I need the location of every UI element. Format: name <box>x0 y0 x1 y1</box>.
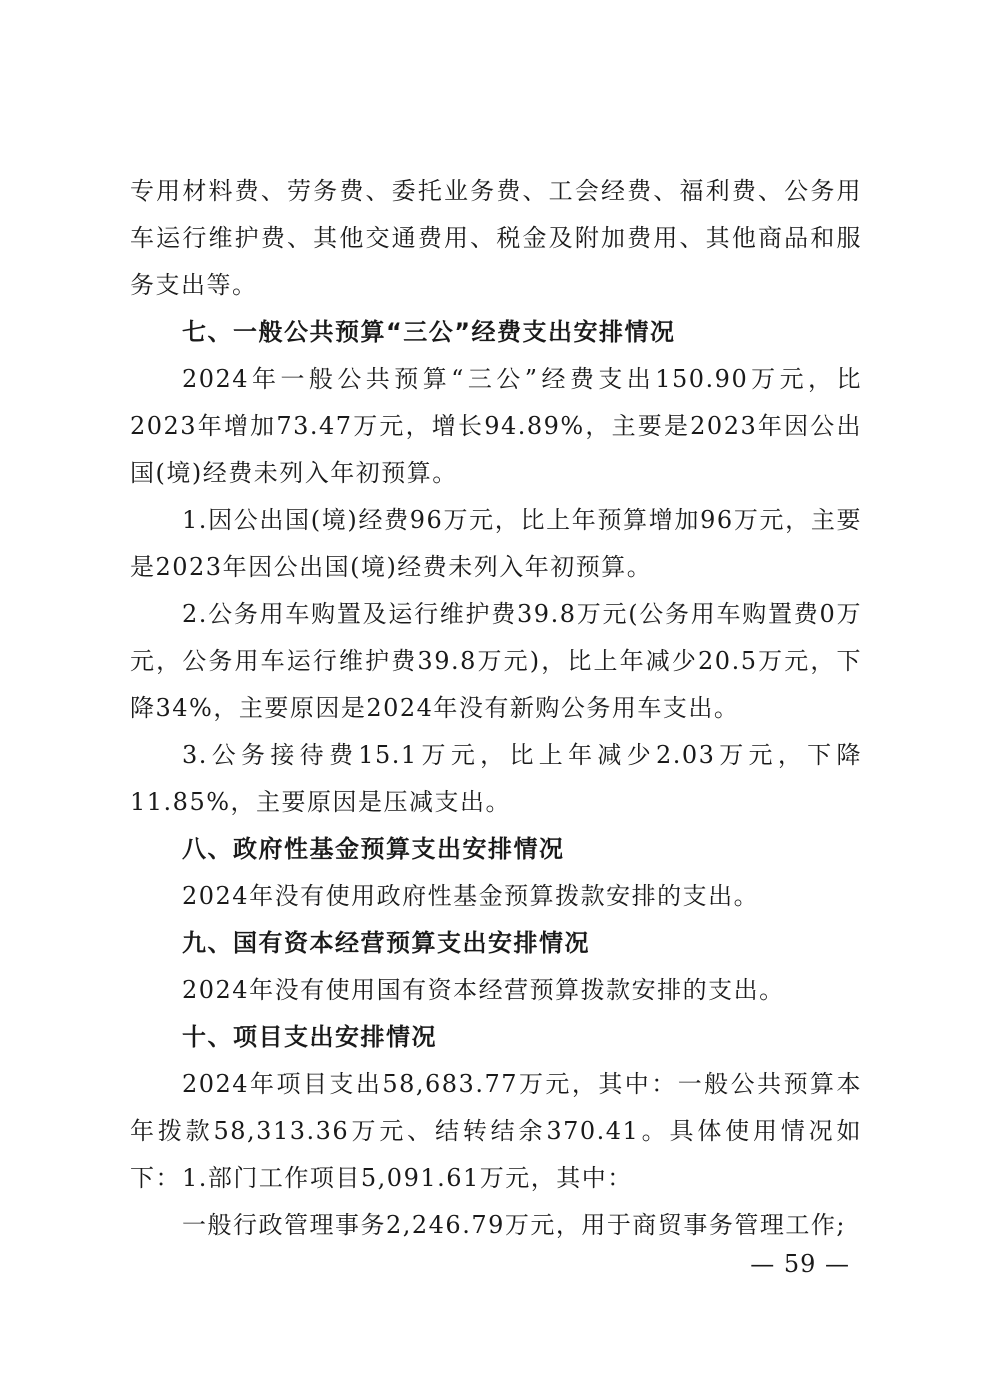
section-heading-nine: 九、国有资本经营预算支出安排情况 <box>182 929 590 957</box>
paragraph-official-vehicles: 2.公务用车购置及运行维护费39.8万元(公务用车购置费0万元，公务用车运行维护费39.8万元)，比上年减少20.5万元，下降34%，主要原因是2024年没有新购公务用车支出。 <box>130 600 862 722</box>
paragraph-project-spending: 2024年项目支出58,683.77万元，其中：一般公共预算本年拨款58,313.36万元、结转结余370.41。具体使用情况如下： <box>130 1070 862 1192</box>
section-heading-eight: 八、政府性基金预算支出安排情况 <box>182 835 565 863</box>
paragraph-admin-affairs: 一般行政管理事务2,246.79万元，用于商贸事务管理工作; <box>182 1211 846 1239</box>
section-heading-seven: 七、一般公共预算“三公”经费支出安排情况 <box>182 318 676 346</box>
paragraph-official-reception: 3.公务接待费15.1万元，比上年减少2.03万元，下降11.85%，主要原因是压减支出。 <box>130 741 862 816</box>
section-heading-ten: 十、项目支出安排情况 <box>182 1023 437 1051</box>
paragraph-department-projects: 1.部门工作项目5,091.61万元，其中： <box>182 1164 633 1192</box>
paragraph-overseas-travel: 1.因公出国(境)经费96万元，比上年预算增加96万元，主要是2023年因公出国(境)经费未列入年初预算。 <box>130 506 862 581</box>
paragraph-government-fund: 2024年没有使用政府性基金预算拨款安排的支出。 <box>182 882 760 910</box>
paragraph-state-capital: 2024年没有使用国有资本经营预算拨款安排的支出。 <box>182 976 785 1004</box>
page-number: — 59 — <box>750 1250 850 1278</box>
paragraph-three-public-total: 2024年一般公共预算“三公”经费支出150.90万元，比2023年增加73.47万元，增长94.89%，主要是2023年因公出国(境)经费未列入年初预算。 <box>130 365 862 487</box>
paragraph-expense-list: 专用材料费、劳务费、委托业务费、工会经费、福利费、公务用车运行维护费、其他交通费用、税金及附加费用、其他商品和服务支出等。 <box>130 177 862 299</box>
